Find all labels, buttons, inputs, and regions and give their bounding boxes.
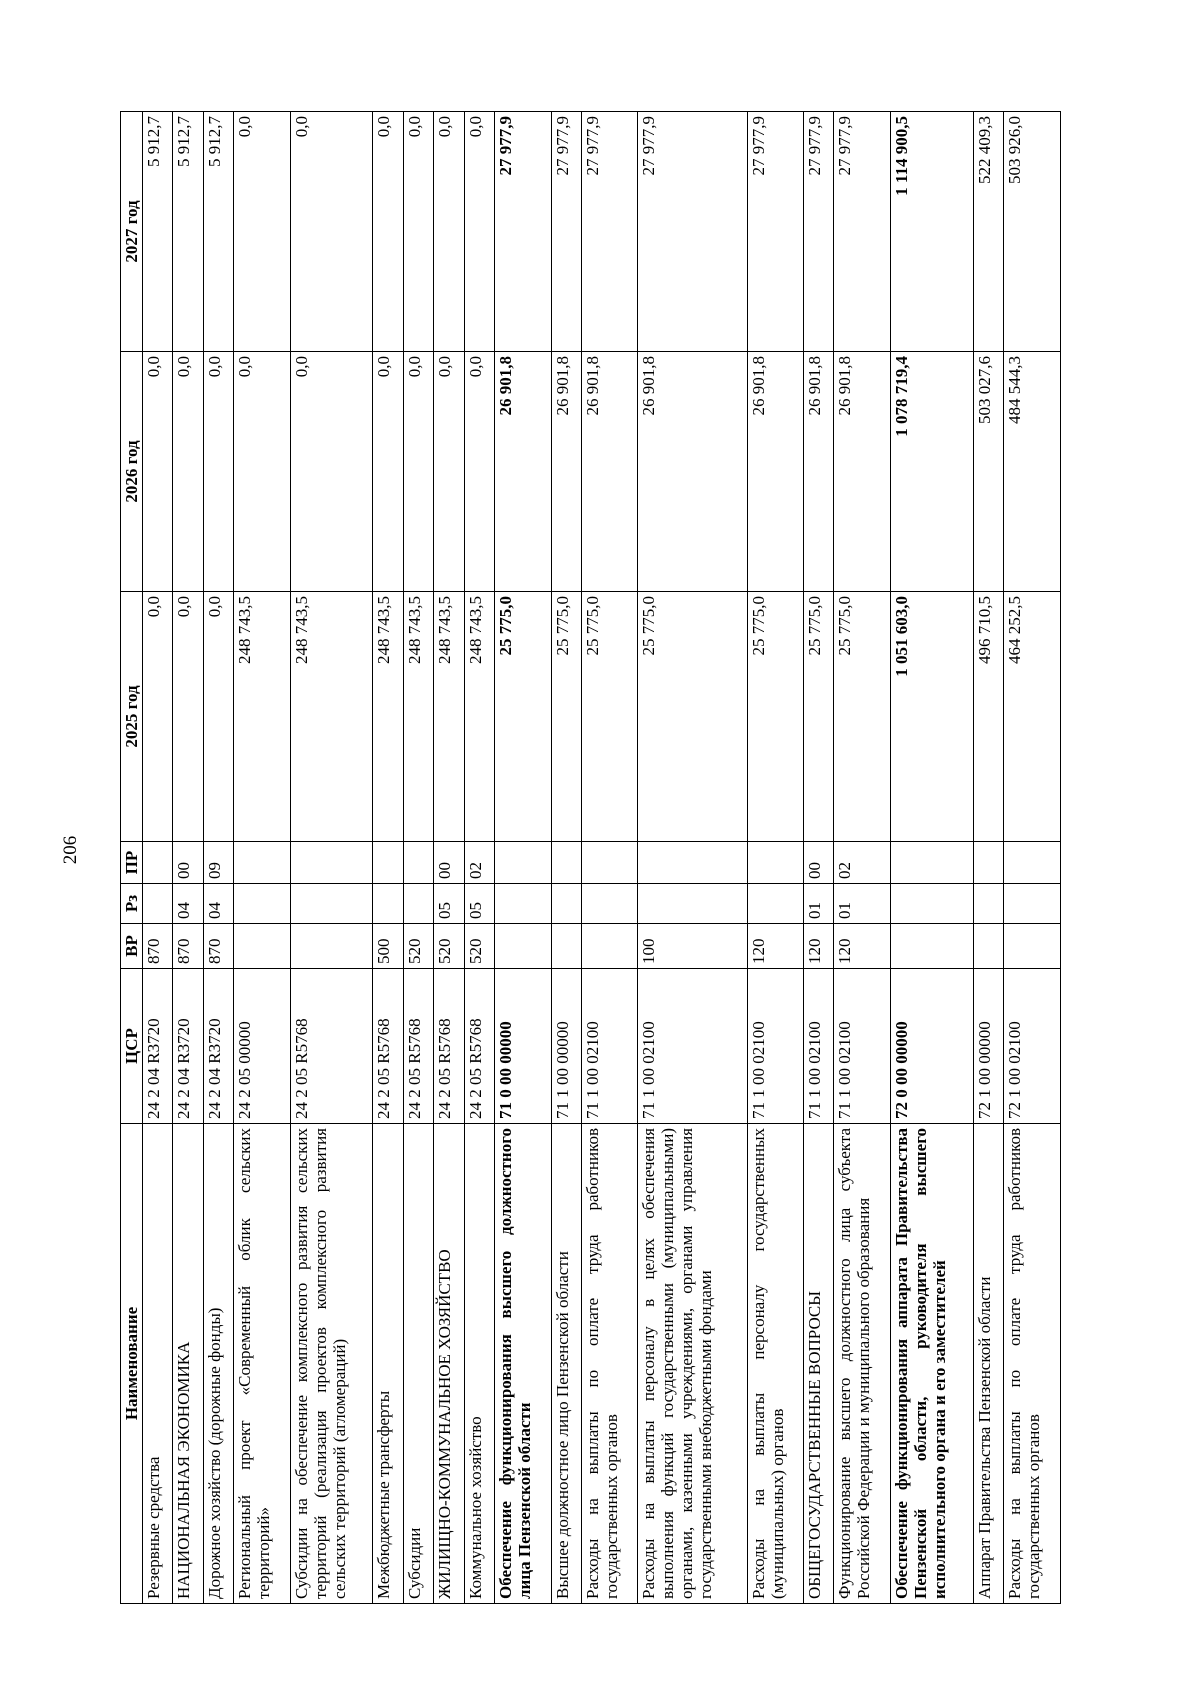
- cell-name: ЖИЛИЩНО-КОММУНАЛЬНОЕ ХОЗЯЙСТВО: [434, 1124, 464, 1604]
- cell-2026: 26 901,8: [494, 352, 551, 592]
- cell-pr: 00: [173, 842, 203, 884]
- cell-2027: 5 912,7: [203, 112, 233, 352]
- table-row: [891, 112, 974, 1604]
- cell-csr: 24 2 04 R3720: [203, 969, 233, 1124]
- cell-name: Расходы на выплаты по оплате труда работников государственных органов: [581, 1124, 638, 1604]
- cell-2026: 0,0: [143, 352, 173, 592]
- cell-csr: 71 1 00 02100: [834, 969, 891, 1124]
- cell-vr: 100: [638, 924, 747, 969]
- cell-2025: 25 775,0: [804, 592, 834, 842]
- cell-csr: 72 0 00 00000: [891, 969, 974, 1124]
- cell-pr: [494, 842, 551, 884]
- header-2027: 2027 год: [121, 112, 143, 352]
- table-row: [494, 112, 551, 1604]
- cell-2026: 26 901,8: [804, 352, 834, 592]
- cell-2026: 26 901,8: [747, 352, 804, 592]
- table-row: [143, 112, 173, 1604]
- header-pr: ПР: [121, 842, 143, 884]
- cell-vr: 520: [464, 924, 494, 969]
- cell-2026: 503 027,6: [973, 352, 1003, 592]
- table-row: [403, 112, 433, 1604]
- cell-2025: 248 743,5: [464, 592, 494, 842]
- cell-name: Расходы на выплаты по оплате труда работников государственных органов: [1004, 1124, 1061, 1604]
- table-body: [143, 112, 1061, 1604]
- cell-rz: 04: [203, 884, 233, 924]
- cell-pr: [373, 842, 403, 884]
- cell-csr: 24 2 05 R5768: [373, 969, 403, 1124]
- cell-2026: 26 901,8: [551, 352, 581, 592]
- cell-name: Функционирование высшего должностного лица субъекта Российской Федерации и муниципального образования: [834, 1124, 891, 1604]
- cell-pr: [891, 842, 974, 884]
- cell-rz: [581, 884, 638, 924]
- cell-2025: 0,0: [143, 592, 173, 842]
- cell-2025: 25 775,0: [834, 592, 891, 842]
- cell-2025: 248 743,5: [373, 592, 403, 842]
- cell-vr: [1004, 924, 1061, 969]
- cell-name: Региональный проект «Современный облик сельских территорий»: [234, 1124, 291, 1604]
- cell-rz: 01: [834, 884, 891, 924]
- cell-csr: 71 1 00 00000: [551, 969, 581, 1124]
- cell-rz: 04: [173, 884, 203, 924]
- cell-2025: 248 743,5: [290, 592, 373, 842]
- cell-2027: 27 977,9: [804, 112, 834, 352]
- cell-vr: [581, 924, 638, 969]
- cell-name: Межбюджетные трансферты: [373, 1124, 403, 1604]
- header-2025: 2025 год: [121, 592, 143, 842]
- table-row: [464, 112, 494, 1604]
- cell-name: Высшее должностное лицо Пензенской области: [551, 1124, 581, 1604]
- cell-rz: [234, 884, 291, 924]
- cell-2026: 0,0: [290, 352, 373, 592]
- cell-2027: 27 977,9: [581, 112, 638, 352]
- cell-rz: [494, 884, 551, 924]
- cell-csr: 71 1 00 02100: [581, 969, 638, 1124]
- cell-2025: 248 743,5: [234, 592, 291, 842]
- cell-2027: 0,0: [290, 112, 373, 352]
- cell-vr: [234, 924, 291, 969]
- cell-rz: [891, 884, 974, 924]
- cell-2025: 25 775,0: [747, 592, 804, 842]
- cell-rz: [143, 884, 173, 924]
- cell-csr: 71 1 00 02100: [804, 969, 834, 1124]
- cell-2027: 5 912,7: [173, 112, 203, 352]
- cell-pr: [290, 842, 373, 884]
- cell-csr: 71 0 00 00000: [494, 969, 551, 1124]
- cell-2025: 25 775,0: [638, 592, 747, 842]
- cell-name: Субсидии: [403, 1124, 433, 1604]
- cell-vr: [891, 924, 974, 969]
- cell-2025: 464 252,5: [1004, 592, 1061, 842]
- cell-2025: 25 775,0: [494, 592, 551, 842]
- cell-2026: 0,0: [434, 352, 464, 592]
- table-row: [234, 112, 291, 1604]
- cell-rz: 01: [804, 884, 834, 924]
- cell-2027: 0,0: [234, 112, 291, 352]
- cell-name: Обеспечение функционирования аппарата Правительства Пензенской области, руководителя высшего исполнительного органа и его заместителей: [891, 1124, 974, 1604]
- header-name: Наименование: [121, 1124, 143, 1604]
- cell-2025: 248 743,5: [434, 592, 464, 842]
- cell-rz: [551, 884, 581, 924]
- table-row: [203, 112, 233, 1604]
- cell-pr: 00: [434, 842, 464, 884]
- cell-vr: 870: [203, 924, 233, 969]
- cell-2027: 522 409,3: [973, 112, 1003, 352]
- cell-name: НАЦИОНАЛЬНАЯ ЭКОНОМИКА: [173, 1124, 203, 1604]
- cell-vr: 870: [143, 924, 173, 969]
- cell-rz: [973, 884, 1003, 924]
- cell-vr: 120: [834, 924, 891, 969]
- budget-table: [120, 111, 1061, 1604]
- cell-csr: 72 1 00 02100: [1004, 969, 1061, 1124]
- cell-csr: 24 2 05 R5768: [434, 969, 464, 1124]
- cell-2027: 27 977,9: [747, 112, 804, 352]
- cell-2026: 0,0: [173, 352, 203, 592]
- cell-rz: [373, 884, 403, 924]
- cell-pr: 02: [464, 842, 494, 884]
- table-row: [551, 112, 581, 1604]
- cell-vr: 870: [173, 924, 203, 969]
- cell-rz: [1004, 884, 1061, 924]
- cell-pr: [403, 842, 433, 884]
- cell-2025: 25 775,0: [551, 592, 581, 842]
- cell-2025: 1 051 603,0: [891, 592, 974, 842]
- cell-2027: 27 977,9: [834, 112, 891, 352]
- cell-csr: 71 1 00 02100: [747, 969, 804, 1124]
- cell-2026: 484 544,3: [1004, 352, 1061, 592]
- cell-pr: [581, 842, 638, 884]
- table-row: [1004, 112, 1061, 1604]
- cell-2025: 248 743,5: [403, 592, 433, 842]
- cell-csr: 24 2 05 00000: [234, 969, 291, 1124]
- cell-2026: 0,0: [234, 352, 291, 592]
- cell-pr: [747, 842, 804, 884]
- cell-csr: 72 1 00 00000: [973, 969, 1003, 1124]
- cell-name: Аппарат Правительства Пензенской области: [973, 1124, 1003, 1604]
- cell-csr: 24 2 05 R5768: [403, 969, 433, 1124]
- cell-2027: 0,0: [373, 112, 403, 352]
- cell-2026: 1 078 719,4: [891, 352, 974, 592]
- cell-rz: 05: [434, 884, 464, 924]
- cell-pr: [973, 842, 1003, 884]
- cell-csr: 71 1 00 02100: [638, 969, 747, 1124]
- table-header-row: [121, 112, 143, 1604]
- cell-rz: [638, 884, 747, 924]
- cell-pr: 00: [804, 842, 834, 884]
- cell-csr: 24 2 04 R3720: [143, 969, 173, 1124]
- cell-vr: 120: [747, 924, 804, 969]
- rotated-table-container: [120, 112, 1061, 1604]
- cell-2026: 0,0: [203, 352, 233, 592]
- cell-2027: 5 912,7: [143, 112, 173, 352]
- header-rz: Рз: [121, 884, 143, 924]
- table-row: [581, 112, 638, 1604]
- cell-2027: 0,0: [403, 112, 433, 352]
- cell-2026: 26 901,8: [834, 352, 891, 592]
- cell-rz: [403, 884, 433, 924]
- cell-vr: [494, 924, 551, 969]
- cell-rz: [747, 884, 804, 924]
- cell-pr: [1004, 842, 1061, 884]
- page-number: 206: [60, 835, 81, 865]
- cell-pr: 09: [203, 842, 233, 884]
- cell-name: Коммунальное хозяйство: [464, 1124, 494, 1604]
- cell-2025: 25 775,0: [581, 592, 638, 842]
- cell-pr: [551, 842, 581, 884]
- cell-vr: 520: [403, 924, 433, 969]
- cell-2025: 0,0: [203, 592, 233, 842]
- cell-rz: [290, 884, 373, 924]
- cell-csr: 24 2 04 R3720: [173, 969, 203, 1124]
- cell-vr: 520: [434, 924, 464, 969]
- cell-2027: 27 977,9: [638, 112, 747, 352]
- cell-vr: [973, 924, 1003, 969]
- cell-2027: 0,0: [464, 112, 494, 352]
- cell-name: ОБЩЕГОСУДАРСТВЕННЫЕ ВОПРОСЫ: [804, 1124, 834, 1604]
- cell-2026: 26 901,8: [638, 352, 747, 592]
- table-row: [373, 112, 403, 1604]
- cell-vr: [551, 924, 581, 969]
- cell-2027: 27 977,9: [551, 112, 581, 352]
- cell-csr: 24 2 05 R5768: [464, 969, 494, 1124]
- table-row: [638, 112, 747, 1604]
- cell-vr: 120: [804, 924, 834, 969]
- cell-vr: [290, 924, 373, 969]
- cell-2026: 0,0: [373, 352, 403, 592]
- cell-2027: 1 114 900,5: [891, 112, 974, 352]
- cell-csr: 24 2 05 R5768: [290, 969, 373, 1124]
- cell-name: Резервные средства: [143, 1124, 173, 1604]
- header-vr: ВР: [121, 924, 143, 969]
- cell-2025: 496 710,5: [973, 592, 1003, 842]
- cell-2025: 0,0: [173, 592, 203, 842]
- table-row: [434, 112, 464, 1604]
- header-csr: ЦСР: [121, 969, 143, 1124]
- cell-2027: 0,0: [434, 112, 464, 352]
- cell-2026: 26 901,8: [581, 352, 638, 592]
- cell-pr: [143, 842, 173, 884]
- cell-pr: 02: [834, 842, 891, 884]
- cell-name: Субсидии на обеспечение комплексного развития сельских территорий (реализация проектов комплексного развития сельских территорий (агломераций): [290, 1124, 373, 1604]
- cell-name: Обеспечение функционирования высшего должностного лица Пензенской области: [494, 1124, 551, 1604]
- cell-pr: [638, 842, 747, 884]
- header-2026: 2026 год: [121, 352, 143, 592]
- cell-name: Дорожное хозяйство (дорожные фонды): [203, 1124, 233, 1604]
- cell-name: Расходы на выплаты персоналу государственных (муниципальных) органов: [747, 1124, 804, 1604]
- table-row: [973, 112, 1003, 1604]
- cell-2026: 0,0: [403, 352, 433, 592]
- cell-2027: 503 926,0: [1004, 112, 1061, 352]
- cell-pr: [234, 842, 291, 884]
- table-row: [834, 112, 891, 1604]
- cell-vr: 500: [373, 924, 403, 969]
- table-row: [747, 112, 804, 1604]
- cell-2026: 0,0: [464, 352, 494, 592]
- cell-rz: 05: [464, 884, 494, 924]
- table-row: [173, 112, 203, 1604]
- table-row: [804, 112, 834, 1604]
- cell-name: Расходы на выплаты персоналу в целях обеспечения выполнения функций государственными (муниципальными) органами, казенными учреждениями, органами управления государственными внебюджетными фондами: [638, 1124, 747, 1604]
- cell-2027: 27 977,9: [494, 112, 551, 352]
- table-row: [290, 112, 373, 1604]
